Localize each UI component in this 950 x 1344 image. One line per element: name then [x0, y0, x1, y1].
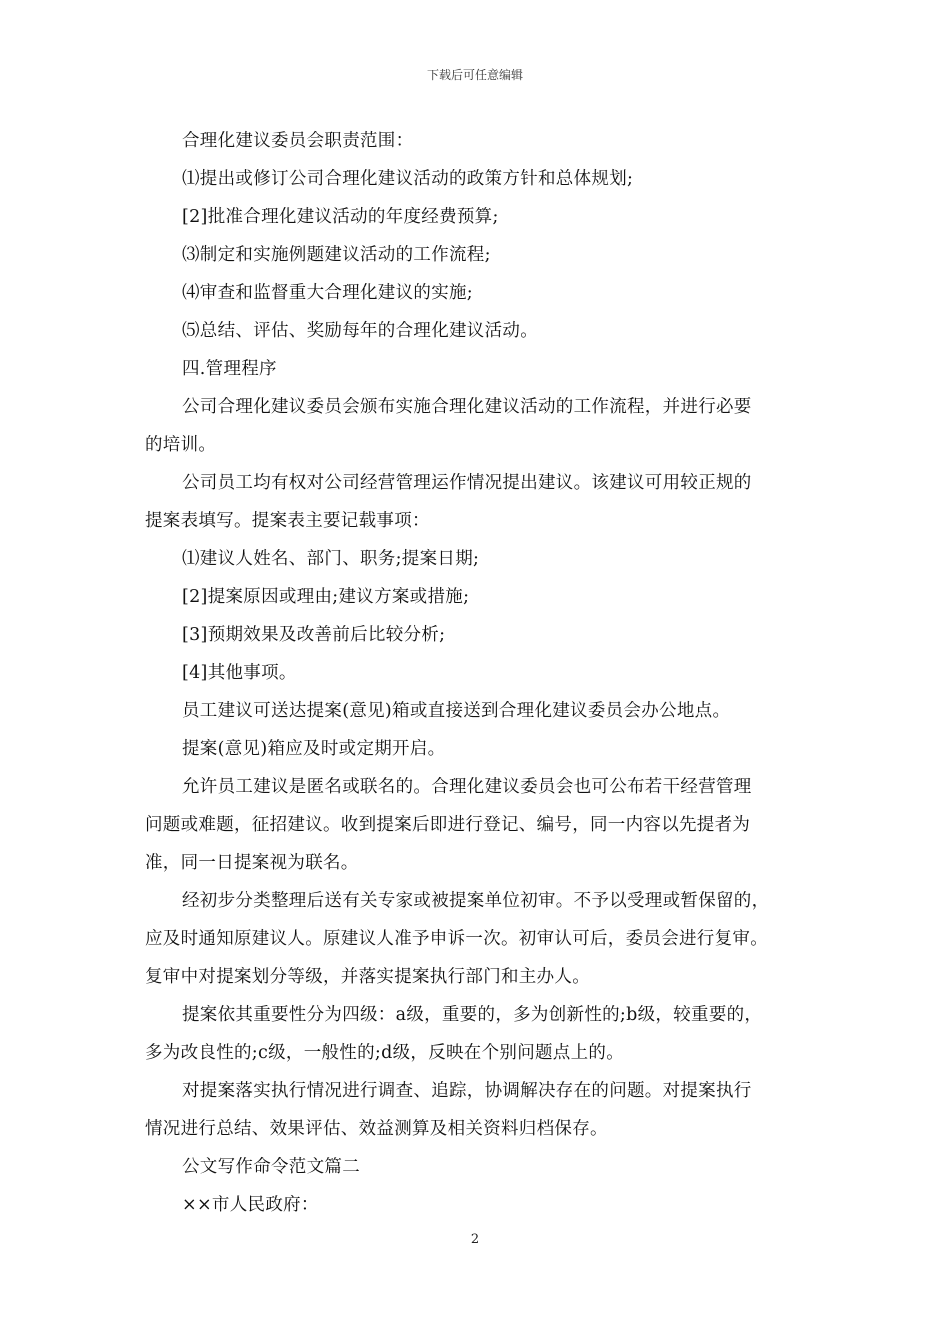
list-item: ⑸总结、评估、奖励每年的合理化建议活动。: [182, 321, 538, 341]
section-heading: 公文写作命令范文篇二: [182, 1157, 360, 1177]
paragraph-line: 合理化建议委员会职责范围：: [182, 131, 414, 151]
list-item: ⑴建议人姓名、部门、职务;提案日期;: [182, 549, 480, 569]
page-number: 2: [470, 1232, 480, 1247]
paragraph-line: 多为改良性的;c级，一般性的;d级，反映在个别问题点上的。: [145, 1043, 624, 1063]
paragraph-line: 公司合理化建议委员会颁布实施合理化建议活动的工作流程，并进行必要: [182, 397, 752, 417]
list-item: [3]预期效果及改善前后比较分析;: [182, 625, 446, 645]
paragraph-line: 情况进行总结、效果评估、效益测算及相关资料归档保存。: [145, 1119, 608, 1139]
paragraph-line: 的培训。: [145, 435, 217, 455]
section-heading: 四.管理程序: [182, 359, 277, 379]
list-item: ⑷审查和监督重大合理化建议的实施;: [182, 283, 473, 303]
paragraph-line: 复审中对提案划分等级，并落实提案执行部门和主办人。: [145, 967, 590, 987]
list-item: [4]其他事项。: [182, 663, 297, 683]
page-header: 下载后可任意编辑: [426, 68, 523, 82]
list-item: ⑶制定和实施例题建议活动的工作流程;: [182, 245, 491, 265]
paragraph-line: 允许员工建议是匿名或联名的。合理化建议委员会也可公布若干经营管理: [182, 777, 752, 797]
list-item: [2]批准合理化建议活动的年度经费预算;: [182, 207, 499, 227]
paragraph-line: 提案(意见)箱应及时或定期开启。: [182, 739, 446, 759]
paragraph-line: 提案表填写。提案表主要记载事项：: [145, 511, 430, 531]
paragraph-line: 对提案落实执行情况进行调查、追踪，协调解决存在的问题。对提案执行: [182, 1081, 752, 1101]
paragraph-line: 公司员工均有权对公司经营管理运作情况提出建议。该建议可用较正规的: [182, 473, 752, 493]
document-body: [145, 122, 817, 1224]
paragraph-line: 员工建议可送达提案(意见)箱或直接送到合理化建议委员会办公地点。: [182, 701, 731, 721]
salutation: ××市人民政府：: [182, 1195, 319, 1215]
paragraph-line: 应及时通知原建议人。原建议人准予申诉一次。初审认可后，委员会进行复审。: [145, 929, 768, 949]
paragraph-line: 经初步分类整理后送有关专家或被提案单位初审。不予以受理或暂保留的，: [182, 891, 770, 911]
paragraph-line: 准，同一日提案视为联名。: [145, 853, 359, 873]
list-item: ⑴提出或修订公司合理化建议活动的政策方针和总体规划;: [182, 169, 634, 189]
paragraph-line: 问题或难题，征招建议。收到提案后即进行登记、编号，同一内容以先提者为: [145, 815, 751, 835]
list-item: [2]提案原因或理由;建议方案或措施;: [182, 587, 470, 607]
paragraph-line: 提案依其重要性分为四级：a级，重要的，多为创新性的;b级，较重要的，: [182, 1005, 763, 1025]
